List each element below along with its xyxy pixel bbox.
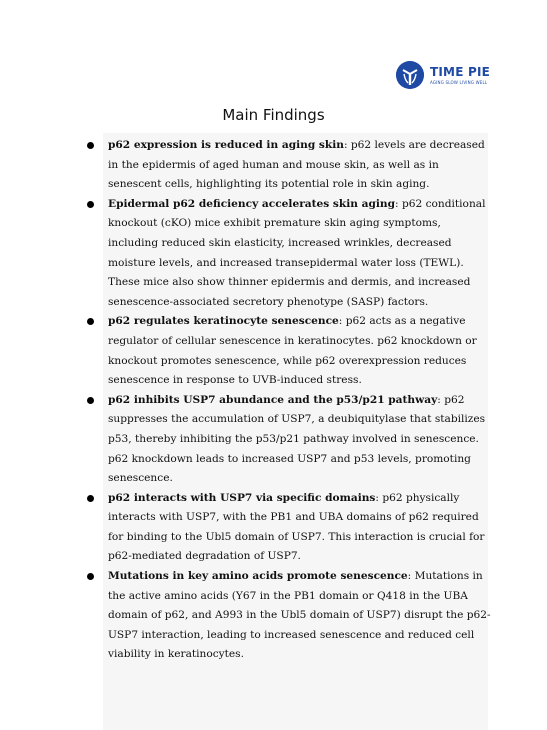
time-pie-logo-icon bbox=[396, 61, 424, 89]
finding-heading: p62 interacts with USP7 via specific domains bbox=[108, 491, 376, 504]
bullet-icon bbox=[87, 142, 94, 149]
finding-text: : Mutations in the active amino acids (Y67 in the PB1 domain or Q418 in the UBA domain of p62, and A993 in the Ubl5 domain of USP7) disrupt the p62-USP7 interaction, leading to increased senescence and reduced cell viability in keratinocytes. bbox=[108, 570, 491, 661]
bullet-icon bbox=[87, 201, 94, 208]
page-title: Main Findings bbox=[222, 106, 325, 124]
finding-text: : p62 conditional knockout (cKO) mice exhibit premature skin aging symptoms, including reduced skin elasticity, increased wrinkles, decreased moisture levels, and increased transepidermal water loss (TEWL). These mice also show thinner epidermis and dermis, and increased senescence-associated secretory phenotype (SASP) factors. bbox=[108, 197, 486, 308]
finding-heading: Mutations in key amino acids promote senescence bbox=[108, 570, 408, 583]
bullet-icon bbox=[87, 318, 94, 325]
finding-item bbox=[87, 489, 492, 567]
finding-item bbox=[87, 567, 492, 665]
finding-heading: p62 inhibits USP7 abundance and the p53/p21 pathway bbox=[108, 393, 438, 406]
logo bbox=[396, 61, 490, 89]
finding-text: : p62 suppresses the accumulation of USP7, a deubiquitylase that stabilizes p53, thereby inhibiting the p53/p21 pathway involved in senescence. p62 knockdown leads to increased USP7 and p53 levels, promoting senescence. bbox=[108, 393, 486, 485]
finding-text: : p62 physically interacts with USP7, with the PB1 and UBA domains of p62 required for binding to the Ubl5 domain of USP7. This interaction is crucial for p62-mediated degradation of USP7. bbox=[108, 491, 485, 563]
logo-tagline: AGING SLOW LIVING WELL bbox=[430, 79, 488, 85]
finding-item bbox=[87, 391, 492, 489]
bullet-icon bbox=[87, 397, 94, 404]
finding-text: : p62 acts as a negative regulator of cellular senescence in keratinocytes. p62 knockdown or knockout promotes senescence, while p62 overexpression reduces senescence in response to UVB-induced stress. bbox=[108, 315, 477, 387]
findings-list bbox=[87, 136, 492, 665]
finding-item bbox=[87, 195, 492, 313]
bullet-icon bbox=[87, 573, 94, 580]
finding-item bbox=[87, 312, 492, 390]
finding-heading: p62 regulates keratinocyte senescence bbox=[108, 315, 339, 328]
finding-heading: p62 expression is reduced in aging skin bbox=[108, 139, 344, 151]
logo-name: TIME PIE bbox=[430, 64, 491, 79]
finding-text: : p62 levels are decreased in the epidermis of aged human and mouse skin, as well as in senescent cells, highlighting its potential role in skin aging. bbox=[108, 139, 485, 191]
logo-text bbox=[430, 66, 490, 85]
bullet-icon bbox=[87, 495, 94, 502]
finding-item bbox=[87, 136, 492, 195]
finding-heading: Epidermal p62 deficiency accelerates skin aging bbox=[108, 197, 396, 210]
